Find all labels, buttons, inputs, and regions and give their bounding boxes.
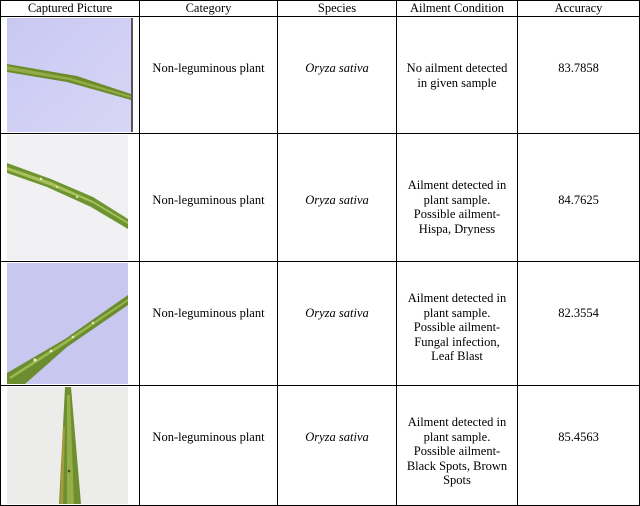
species-cell-1: Oryza sativa bbox=[305, 61, 369, 75]
header-captured-picture: Captured Picture bbox=[27, 1, 113, 15]
ailment-line: Possible ailment- bbox=[413, 320, 501, 334]
header-divider bbox=[0, 16, 640, 17]
header-ailment-condition: Ailment Condition bbox=[409, 1, 505, 15]
captured-picture-1 bbox=[7, 18, 133, 132]
category-cell-3: Non-leguminous plant bbox=[152, 306, 265, 320]
captured-picture-4 bbox=[7, 387, 128, 504]
row-divider-1 bbox=[0, 133, 640, 134]
ailment-line: Ailment detected in bbox=[407, 291, 507, 305]
ailment-cell-2 bbox=[397, 178, 517, 236]
ailment-line: Possible ailment- bbox=[413, 444, 501, 458]
ailment-line: Fungal infection, bbox=[414, 334, 500, 349]
accuracy-cell-3: 82.3554 bbox=[558, 306, 599, 320]
ailment-cell-4 bbox=[397, 415, 517, 488]
ailment-line: Possible ailment- bbox=[413, 207, 501, 221]
species-cell-2: Oryza sativa bbox=[305, 193, 369, 207]
accuracy-cell-4: 85.4563 bbox=[558, 430, 599, 444]
category-cell-1: Non-leguminous plant bbox=[152, 61, 265, 75]
header-accuracy: Accuracy bbox=[554, 1, 603, 15]
ailment-line: Hispa, Dryness bbox=[418, 221, 496, 236]
category-cell-2: Non-leguminous plant bbox=[152, 193, 265, 207]
ailment-line: in given sample bbox=[417, 75, 497, 90]
ailment-line: plant sample. bbox=[423, 429, 491, 444]
ailment-cell-1 bbox=[397, 61, 517, 90]
captured-picture-2 bbox=[7, 135, 128, 260]
ailment-line: Spots bbox=[443, 473, 471, 487]
ailment-line: Leaf Blast bbox=[431, 349, 483, 363]
ailment-line: plant sample. bbox=[423, 192, 491, 207]
row-divider-2 bbox=[0, 261, 640, 262]
ailment-cell-3 bbox=[397, 291, 517, 364]
ailment-line: plant sample. bbox=[423, 305, 491, 320]
ailment-line: Black Spots, Brown bbox=[406, 458, 508, 473]
header-category: Category bbox=[185, 1, 232, 15]
ailment-line: Ailment detected in bbox=[407, 178, 507, 192]
table-border-left bbox=[0, 0, 1, 506]
category-cell-4: Non-leguminous plant bbox=[152, 430, 265, 444]
ailment-line: Ailment detected in bbox=[407, 415, 507, 429]
accuracy-cell-1: 83.7858 bbox=[558, 61, 599, 75]
accuracy-cell-2: 84.7625 bbox=[558, 193, 599, 207]
header-species: Species bbox=[317, 1, 357, 15]
species-cell-4: Oryza sativa bbox=[305, 430, 369, 444]
row-divider-3 bbox=[0, 385, 640, 386]
captured-picture-3 bbox=[7, 263, 128, 384]
ailment-line: No ailment detected bbox=[406, 61, 508, 75]
species-cell-3: Oryza sativa bbox=[305, 306, 369, 320]
